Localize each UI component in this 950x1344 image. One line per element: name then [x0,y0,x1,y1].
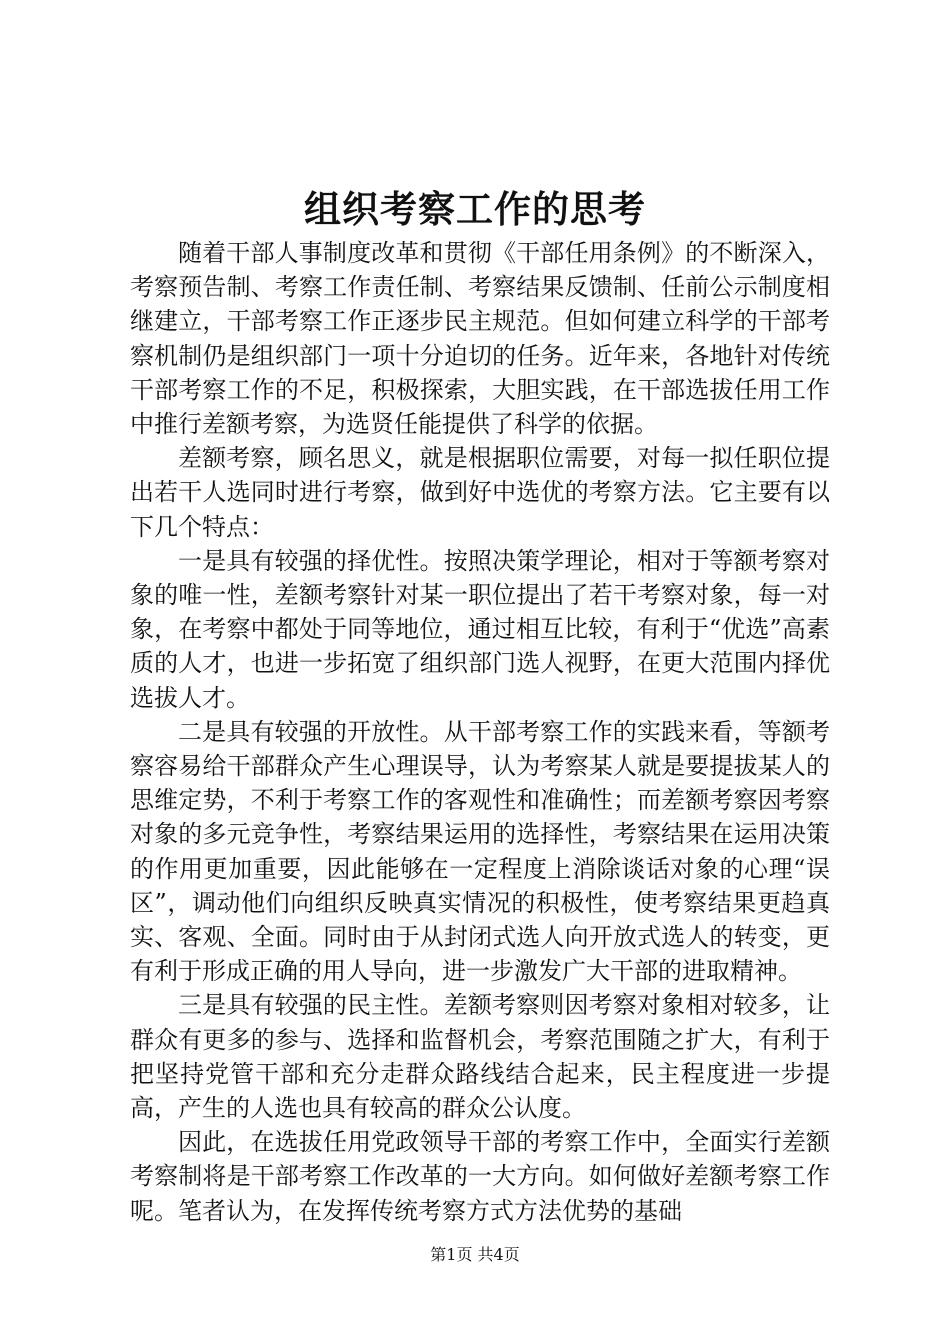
paragraph: 三是具有较强的民主性。差额考察则因考察对象相对较多，让群众有更多的参与、选择和监督机会，考察范围随之扩大，有利于把坚持党管干部和充分走群众路线结合起来，民主程度进一步提高，产生的人选也具有较高的群众公认度。 [130,991,830,1123]
document-title: 组织考察工作的思考 [304,187,646,231]
paragraph: 随着干部人事制度改革和贯彻《干部任用条例》的不断深入，考察预告制、考察工作责任制、考察结果反馈制、任前公示制度相继建立，干部考察工作正逐步民主规范。但如何建立科学的干部考察机制仍是组织部门一项十分迫切的任务。近年来，各地针对传统干部考察工作的不足，积极探索，大胆实践，在干部选拔任用工作中推行差额考察，为选贤任能提供了科学的依据。 [130,239,830,439]
paragraph: 因此，在选拔任用党政领导干部的考察工作中，全面实行差额考察制将是干部考察工作改革的一大方向。如何做好差额考察工作呢。笔者认为，在发挥传统考察方式方法优势的基础 [130,1128,830,1225]
paragraph: 一是具有较强的择优性。按照决策学理论，相对于等额考察对象的唯一性，差额考察针对某一职位提出了若干考察对象，每一对象，在考察中都处于同等地位，通过相互比较，有利于“优选”高素质的人才，也进一步拓宽了组织部门选人视野，在更大范围内择优选拔人才。 [130,546,830,712]
page-footer: 第1页 共4页 [430,1245,520,1264]
paragraph: 差额考察，顾名思义，就是根据职位需要，对每一拟任职位提出若干人选同时进行考察，做到好中选优的考察方法。它主要有以下几个特点： [130,444,830,541]
document-body [130,236,830,1228]
paragraph: 二是具有较强的开放性。从干部考察工作的实践来看，等额考察容易给干部群众产生心理误导，认为考察某人就是要提拔某人的思维定势，不利于考察工作的客观性和准确性；而差额考察因考察对象的多元竞争性，考察结果运用的选择性，考察结果在运用决策的作用更加重要，因此能够在一定程度上消除谈话对象的心理“误区”，调动他们向组织反映真实情况的积极性，使考察结果更趋真实、客观、全面。同时由于从封闭式选人向开放式选人的转变，更有利于形成正确的用人导向，进一步激发广大干部的进取精神。 [130,717,830,986]
